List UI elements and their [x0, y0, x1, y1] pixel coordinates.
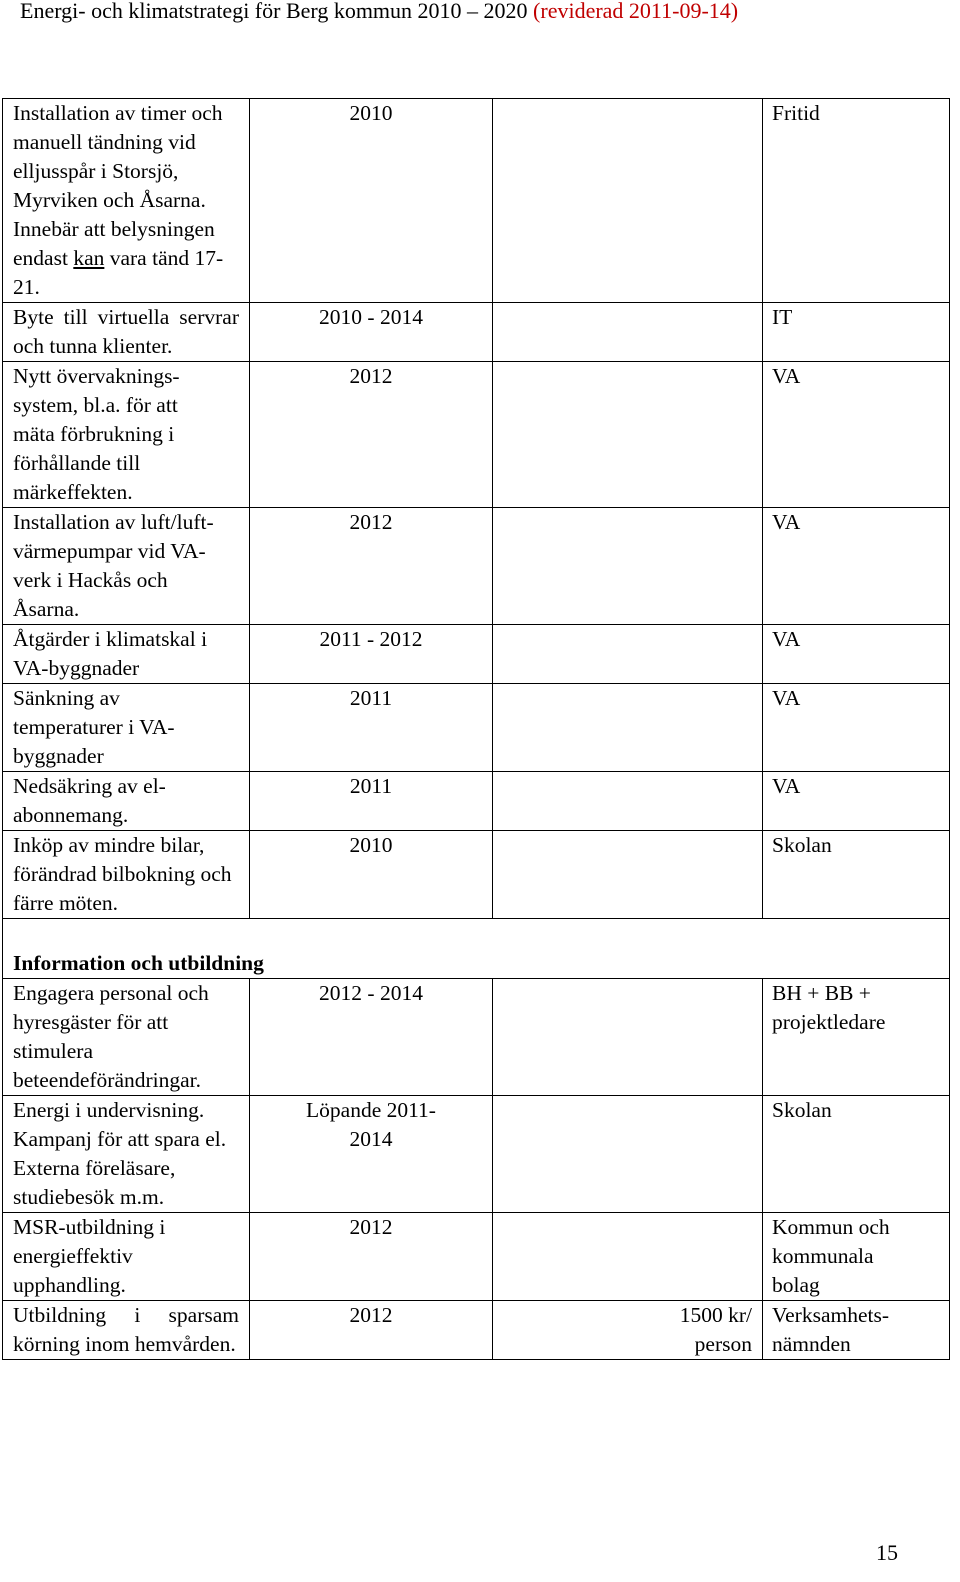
- year-cell: 2010: [250, 831, 493, 919]
- year-cell: 2010: [250, 99, 493, 303]
- action-cell: Sänkning av temperaturer i VA-byggnader: [3, 684, 250, 772]
- year-cell: 2012: [250, 1301, 493, 1360]
- page-number: 15: [876, 1540, 898, 1565]
- section-header-row: [3, 919, 950, 979]
- table-row: [3, 1096, 950, 1213]
- cost-cell: [493, 831, 763, 919]
- action-cell: Byte till virtuella servrar och tunna klienter.: [3, 303, 250, 362]
- revision-date: (reviderad 2011-09-14): [533, 0, 739, 23]
- responsible-cell: IT: [763, 303, 950, 362]
- table-row: [3, 1213, 950, 1301]
- table-row: [3, 831, 950, 919]
- responsible-cell: Fritid: [763, 99, 950, 303]
- responsible-cell: VA: [763, 362, 950, 508]
- year-cell: 2011: [250, 772, 493, 831]
- year-cell: 2011: [250, 684, 493, 772]
- table-row: [3, 508, 950, 625]
- action-cell: Nytt övervaknings-system, bl.a. för att mäta förbrukning i förhållande till märkeffekten.: [3, 362, 250, 508]
- page-header: [20, 0, 738, 24]
- section-heading: Information och utbildning: [3, 919, 950, 979]
- year-cell: 2012: [250, 1213, 493, 1301]
- action-cell: Nedsäkring av el-abonnemang.: [3, 772, 250, 831]
- cost-cell: 1500 kr/ person: [493, 1301, 763, 1360]
- action-table: [2, 98, 950, 1360]
- table-row: [3, 684, 950, 772]
- cost-cell: [493, 303, 763, 362]
- action-cell: Installation av timer och manuell tändning vid elljusspår i Storsjö, Myrviken och Åsarna. Innebär att belysningen endast kan vara tänd 17-21.: [3, 99, 250, 303]
- cost-cell: [493, 979, 763, 1096]
- action-cell: Utbildning i sparsam körning inom hemvården.: [3, 1301, 250, 1360]
- table-row: [3, 979, 950, 1096]
- underlined-word: kan: [73, 246, 105, 270]
- action-cell: Engagera personal och hyresgäster för att stimulera beteendeförändringar.: [3, 979, 250, 1096]
- year-cell: 2010 - 2014: [250, 303, 493, 362]
- year-cell: Löpande 2011-2014: [250, 1096, 493, 1213]
- table-row: [3, 772, 950, 831]
- cost-cell: [493, 362, 763, 508]
- cost-cell: [493, 1213, 763, 1301]
- action-cell: MSR-utbildning i energieffektiv upphandling.: [3, 1213, 250, 1301]
- cost-cell: [493, 684, 763, 772]
- table-row: [3, 99, 950, 303]
- responsible-cell: VA: [763, 625, 950, 684]
- table-row: [3, 1301, 950, 1360]
- table-row: [3, 625, 950, 684]
- year-cell: 2012 - 2014: [250, 979, 493, 1096]
- document-title: Energi- och klimatstrategi för Berg kommun 2010 – 2020: [20, 0, 528, 23]
- table-row: [3, 303, 950, 362]
- responsible-cell: Verksamhets-nämnden: [763, 1301, 950, 1360]
- cost-cell: [493, 625, 763, 684]
- cost-cell: [493, 508, 763, 625]
- year-cell: 2012: [250, 508, 493, 625]
- action-cell: Energi i undervisning. Kampanj för att spara el. Externa föreläsare, studiebesök m.m.: [3, 1096, 250, 1213]
- responsible-cell: Kommun och kommunala bolag: [763, 1213, 950, 1301]
- cost-cell: [493, 772, 763, 831]
- action-cell: Åtgärder i klimatskal i VA-byggnader: [3, 625, 250, 684]
- responsible-cell: VA: [763, 772, 950, 831]
- action-cell: Inköp av mindre bilar, förändrad bilbokning och färre möten.: [3, 831, 250, 919]
- responsible-cell: VA: [763, 508, 950, 625]
- table-row: [3, 362, 950, 508]
- action-cell: Installation av luft/luft-värmepumpar vid VA-verk i Hackås och Åsarna.: [3, 508, 250, 625]
- responsible-cell: VA: [763, 684, 950, 772]
- responsible-cell: Skolan: [763, 1096, 950, 1213]
- year-cell: 2012: [250, 362, 493, 508]
- cost-cell: [493, 1096, 763, 1213]
- responsible-cell: Skolan: [763, 831, 950, 919]
- year-cell: 2011 - 2012: [250, 625, 493, 684]
- responsible-cell: BH + BB + projektledare: [763, 979, 950, 1096]
- cost-cell: [493, 99, 763, 303]
